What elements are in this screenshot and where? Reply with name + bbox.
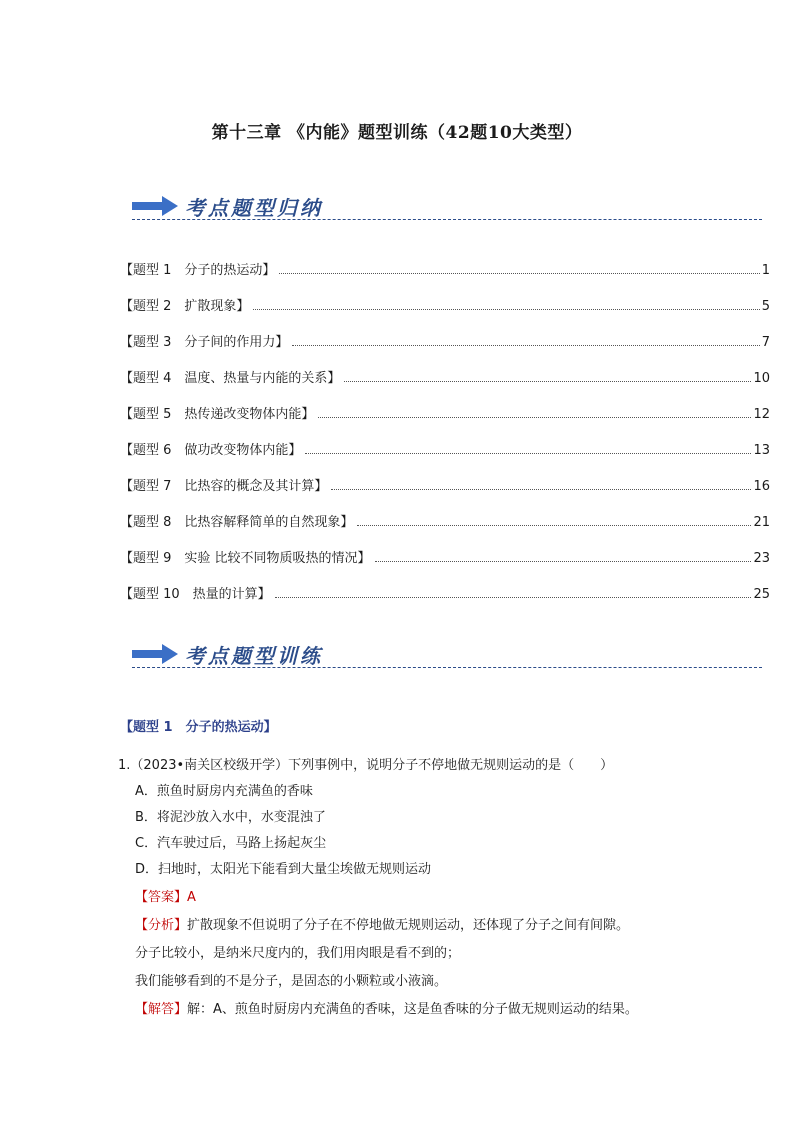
toc-page-number: 13 bbox=[753, 443, 770, 458]
toc-item[interactable] bbox=[120, 582, 770, 602]
toc-leader bbox=[275, 597, 752, 598]
toc-item-title: 【题型 8 比热容解释简单的自然现象】 bbox=[120, 515, 354, 530]
question-type-heading: 【题型 1 分子的热运动】 bbox=[120, 720, 277, 735]
toc-page-number: 21 bbox=[753, 515, 770, 530]
section-header-summary bbox=[132, 192, 762, 222]
toc-leader bbox=[357, 525, 751, 526]
toc-item[interactable] bbox=[120, 438, 770, 458]
analysis-line bbox=[135, 916, 629, 936]
toc-page-number: 16 bbox=[753, 479, 770, 494]
toc-page-number: 7 bbox=[761, 335, 770, 350]
toc-leader bbox=[318, 417, 751, 418]
toc-item[interactable] bbox=[120, 510, 770, 530]
section-label: 考点题型训练 bbox=[185, 644, 323, 668]
question-stem: 1.（2023•南关区校级开学）下列事例中，说明分子不停地做无规则运动的是（ ） bbox=[118, 758, 614, 773]
toc-item-title: 【题型 6 做功改变物体内能】 bbox=[120, 443, 302, 458]
toc-page-number: 10 bbox=[753, 371, 770, 386]
toc-item-title: 【题型 10 热量的计算】 bbox=[120, 587, 271, 602]
section-divider bbox=[132, 219, 762, 220]
toc-item-title: 【题型 4 温度、热量与内能的关系】 bbox=[120, 371, 341, 386]
toc-page-number: 25 bbox=[753, 587, 770, 602]
toc-page-number: 1 bbox=[761, 263, 770, 278]
toc-item[interactable] bbox=[120, 294, 770, 314]
toc-item-title: 【题型 5 热传递改变物体内能】 bbox=[120, 407, 315, 422]
toc-item-title: 【题型 9 实验 比较不同物质吸热的情况】 bbox=[120, 551, 371, 566]
option-a: A．煎鱼时厨房内充满鱼的香味 bbox=[135, 784, 313, 799]
toc-item-title: 【题型 7 比热容的概念及其计算】 bbox=[120, 479, 328, 494]
toc-page-number: 23 bbox=[753, 551, 770, 566]
toc-page-number: 5 bbox=[761, 299, 770, 314]
toc-leader bbox=[331, 489, 751, 490]
analysis-text: 扩散现象不但说明了分子在不停地做无规则运动，还体现了分子之间有间隙。 bbox=[187, 918, 630, 933]
toc-item-title: 【题型 2 扩散现象】 bbox=[120, 299, 250, 314]
toc-item[interactable] bbox=[120, 258, 770, 278]
analysis-text-line: 我们能够看到的不是分子，是固态的小颗粒或小液滴。 bbox=[135, 974, 448, 989]
analysis-text-line: 分子比较小，是纳米尺度内的，我们用肉眼是看不到的； bbox=[135, 946, 461, 961]
solution-line bbox=[135, 1000, 638, 1020]
toc-leader bbox=[292, 345, 759, 346]
toc-item[interactable] bbox=[120, 474, 770, 494]
toc-item[interactable] bbox=[120, 330, 770, 350]
analysis-tag: 【分析】 bbox=[135, 918, 188, 933]
section-divider bbox=[132, 667, 762, 668]
toc-page-number: 12 bbox=[753, 407, 770, 422]
toc-item-title: 【题型 1 分子的热运动】 bbox=[120, 263, 276, 278]
answer-value: A bbox=[187, 890, 196, 905]
toc-item-title: 【题型 3 分子间的作用力】 bbox=[120, 335, 289, 350]
toc-leader bbox=[305, 453, 751, 454]
toc-item[interactable] bbox=[120, 366, 770, 386]
right-arrow-icon bbox=[132, 644, 178, 664]
answer-line bbox=[135, 888, 196, 908]
toc-item[interactable] bbox=[120, 546, 770, 566]
toc-leader bbox=[253, 309, 759, 310]
toc-leader bbox=[375, 561, 752, 562]
option-c: C．汽车驶过后，马路上扬起灰尘 bbox=[135, 836, 327, 851]
solution-text: 解：A、煎鱼时厨房内充满鱼的香味，这是鱼香味的分子做无规则运动的结果。 bbox=[187, 1002, 638, 1017]
section-header-training bbox=[132, 640, 762, 670]
toc-item[interactable] bbox=[120, 402, 770, 422]
toc-leader bbox=[344, 381, 751, 382]
toc-leader bbox=[279, 273, 759, 274]
page-title: 第十三章 《内能》题型训练（42题10大类型） bbox=[211, 123, 583, 143]
right-arrow-icon bbox=[132, 196, 178, 216]
section-label: 考点题型归纳 bbox=[185, 196, 323, 220]
option-d: D．扫地时，太阳光下能看到大量尘埃做无规则运动 bbox=[135, 862, 432, 877]
option-b: B．将泥沙放入水中，水变混浊了 bbox=[135, 810, 326, 825]
solution-tag: 【解答】 bbox=[135, 1002, 188, 1017]
answer-tag: 【答案】 bbox=[135, 890, 188, 905]
